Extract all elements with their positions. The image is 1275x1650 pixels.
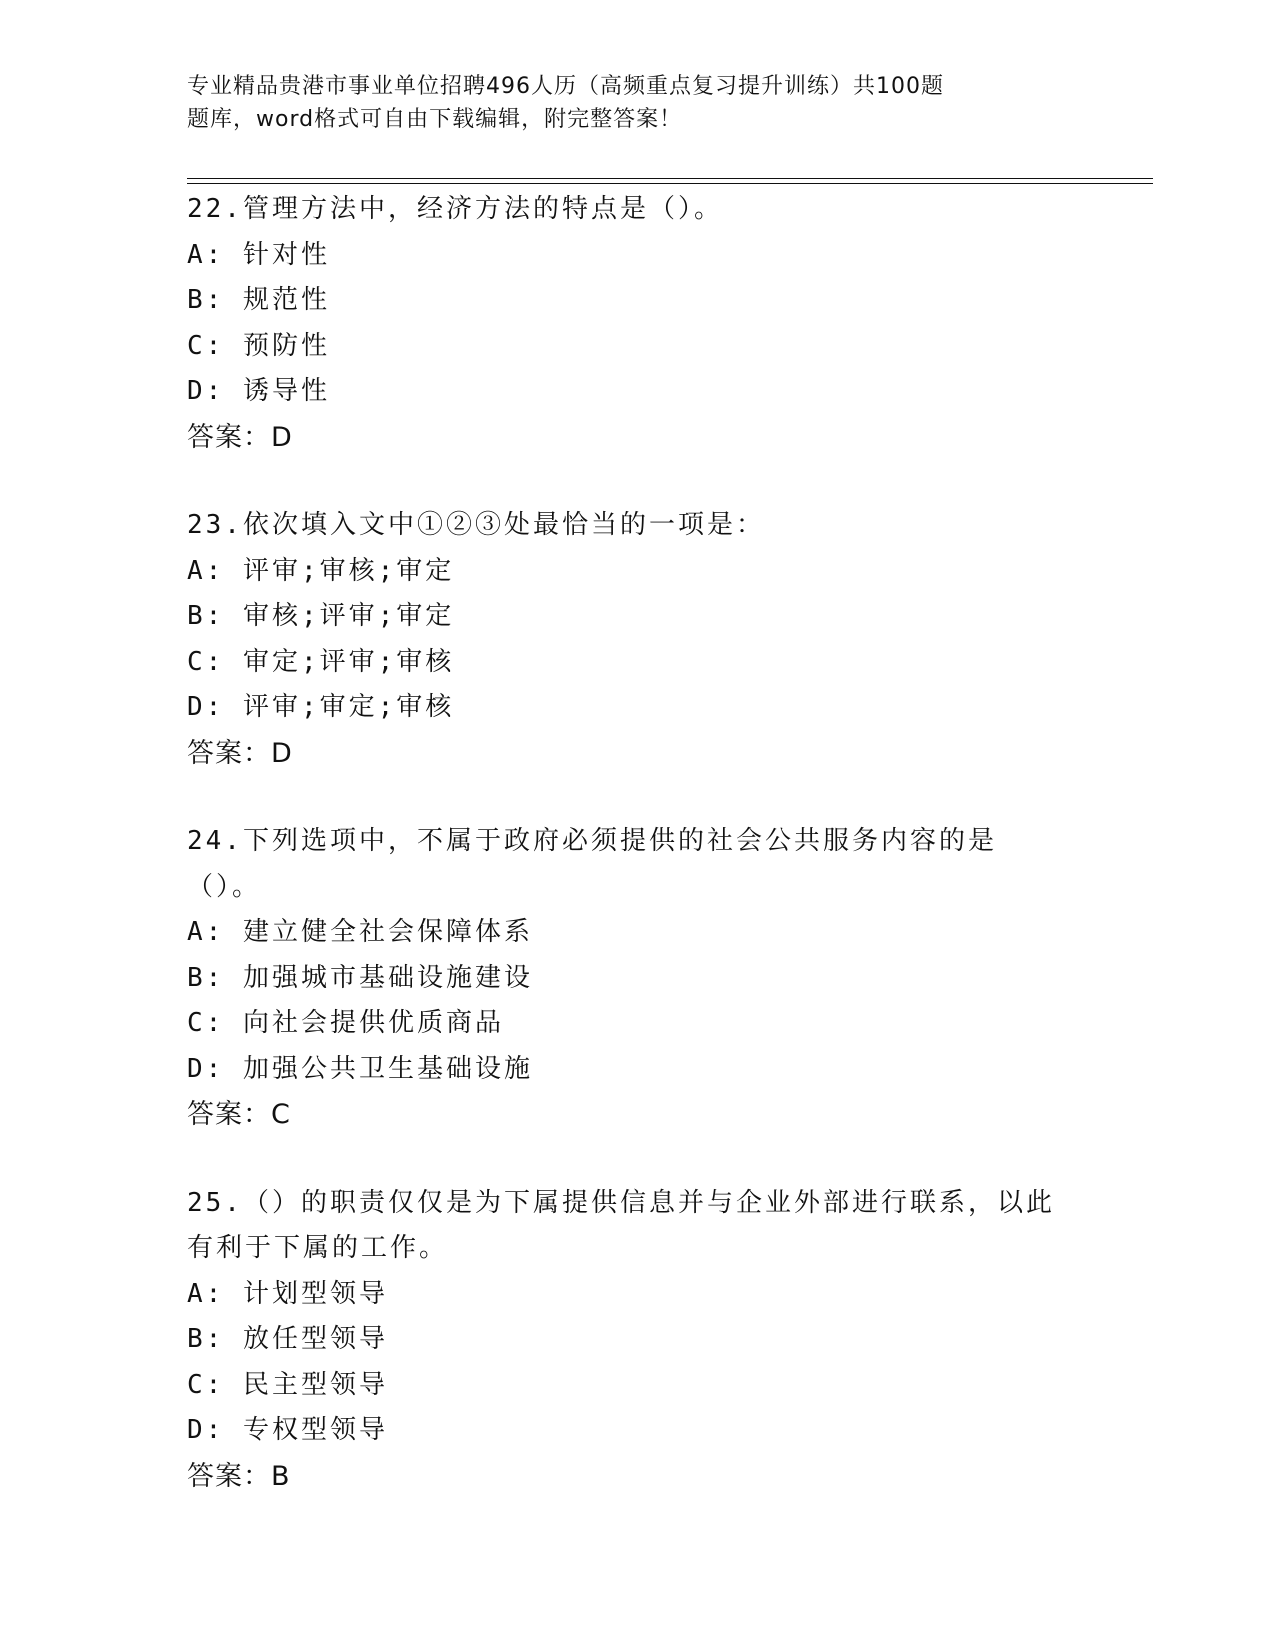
header-divider-top: [187, 178, 1153, 179]
option-b: B: 审核;评审;审定: [187, 601, 455, 631]
option-c: C: 民主型领导: [187, 1369, 388, 1400]
option-c: C: 向社会提供优质商品: [187, 1008, 504, 1038]
answer: 答案：D: [187, 737, 293, 769]
header-line-1: 专业精品贵港市事业单位招聘496人历（高频重点复习提升训练）共100题: [187, 74, 944, 99]
option-d: D: 加强公共卫生基础设施: [187, 1053, 533, 1084]
option-b: B: 规范性: [187, 285, 330, 315]
option-a: A: 针对性: [187, 239, 330, 270]
option-d: D: 专权型领导: [187, 1415, 388, 1445]
option-d: D: 评审;审定;审核: [187, 692, 455, 722]
question-text: 24.下列选项中，不属于政府必须提供的社会公共服务内容的是（）。: [187, 826, 997, 902]
question-list: [187, 187, 1087, 1542]
question-25: [187, 1181, 1087, 1500]
question-22: [187, 187, 1087, 460]
answer: 答案：D: [187, 421, 293, 453]
option-c: C: 预防性: [187, 330, 330, 361]
question-text: 22.管理方法中，经济方法的特点是（）。: [187, 194, 723, 224]
question-text: 23.依次填入文中①②③处最恰当的一项是：: [187, 510, 765, 540]
document-header: [187, 70, 1027, 136]
option-b: B: 加强城市基础设施建设: [187, 962, 533, 993]
question-text: 25.（）的职责仅仅是为下属提供信息并与企业外部进行联系，以此有利于下属的工作。: [187, 1187, 1055, 1263]
answer: 答案：B: [187, 1460, 291, 1492]
option-a: A: 计划型领导: [187, 1278, 388, 1309]
header-line-2: 题库，word格式可自由下载编辑，附完整答案！: [187, 107, 683, 132]
question-23: [187, 503, 1087, 776]
option-d: D: 诱导性: [187, 376, 330, 406]
option-a: A: 建立健全社会保障体系: [187, 917, 533, 947]
option-a: A: 评审;审核;审定: [187, 555, 455, 586]
answer: 答案：C: [187, 1099, 291, 1130]
option-c: C: 审定;评审;审核: [187, 646, 455, 677]
header-divider-bottom: [187, 183, 1153, 184]
question-24: [187, 819, 1087, 1138]
option-b: B: 放任型领导: [187, 1324, 388, 1354]
